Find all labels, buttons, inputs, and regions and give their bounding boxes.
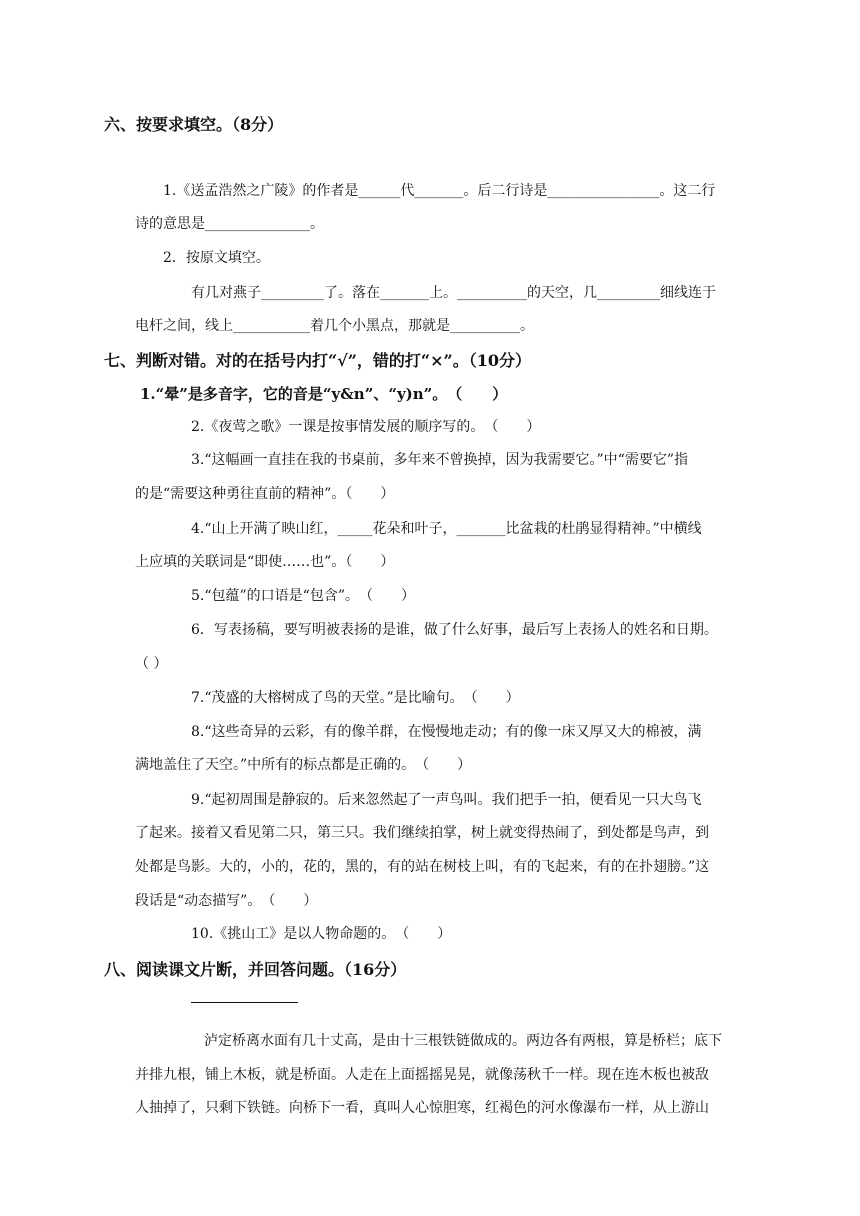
sec7-item-4a: 4.“山上开满了映山红，_____花朵和叶子，_______比盆栽的杜鹃显得精神。”中横线 bbox=[191, 521, 702, 537]
title-blank-line bbox=[191, 1002, 298, 1003]
sec7-item-4b: 上应填的关联词是“即使……也”。（ ） bbox=[135, 554, 395, 570]
sec7-item-6a: 6．写表扬稿，要写明被表扬的是谁，做了什么好事，最后写上表扬人的姓名和日期。 bbox=[191, 622, 718, 638]
sec7-item-8b: 满地盖住了天空。”中所有的标点都是正确的。 （ ） bbox=[135, 757, 472, 773]
sec7-item-2: 2.《夜莺之歌》一课是按事情发展的顺序写的。 （ ） bbox=[191, 419, 541, 435]
sec6-q1-line1: 1.《送孟浩然之广陵》的作者是______代_______。后二行诗是________________。这二行 bbox=[163, 183, 716, 199]
passage-line-3: 人抽掉了，只剩下铁链。向桥下一看，真叫人心惊胆寒，红褐色的河水像瀑布一样，从上游山 bbox=[135, 1100, 709, 1116]
sec7-item-9d: 段话是“动态描写”。 （ ） bbox=[135, 893, 318, 909]
passage-line-1: 泸定桥离水面有几十丈高，是由十三根铁链做成的。两边各有两根，算是桥栏；底下 bbox=[204, 1033, 722, 1049]
sec7-item-9a: 9.“起初周围是静寂的。后来忽然起了一声鸟叫。我们把手一拍，便看见一只大鸟飞 bbox=[191, 792, 702, 808]
sec7-item-9b: 了起来。接着又看见第二只，第三只。我们继续拍掌，树上就变得热闹了，到处都是鸟声，到 bbox=[135, 825, 709, 841]
sec6-q2-line2: 电杆之间，线上___________着几个小黑点，那就是__________。 bbox=[135, 318, 534, 334]
sec7-item-9c: 处都是鸟影。大的，小的，花的，黑的，有的站在树枝上叫，有的飞起来，有的在扑翅膀。”这 bbox=[135, 859, 710, 875]
sec7-item-3b: 的是“需要这种勇往直前的精神”。（ ） bbox=[135, 486, 395, 502]
passage-line-2: 并排九根，铺上木板，就是桥面。人走在上面摇摇晃晃，就像荡秋千一样。现在连木板也被敌 bbox=[135, 1067, 709, 1083]
sec6-q2-line1: 有几对燕子_________了。落在_______上。__________的天空，几_________细线连于 bbox=[191, 285, 716, 301]
section-6-heading: 六、按要求填空。（8分） bbox=[104, 115, 284, 134]
sec7-item-6b: （ ） bbox=[135, 656, 168, 672]
sec6-q2-title: 2．按原文填空。 bbox=[163, 250, 270, 266]
sec7-item-10: 10.《挑山工》是以人物命题的。 （ ） bbox=[191, 926, 452, 942]
section-7-heading: 七、判断对错。对的在括号内打“√”，错的打“×”。（10分） bbox=[104, 351, 532, 370]
sec6-q1-line2: 诗的意思是_______________。 bbox=[135, 216, 324, 232]
sec7-item-8a: 8.“这些奇异的云彩，有的像羊群，在慢慢地走动；有的像一床又厚又大的棉被，满 bbox=[191, 724, 702, 740]
section-8-heading: 八、阅读课文片断，并回答问题。（16分） bbox=[104, 960, 407, 979]
sec7-item-1: 1.“晕”是多音字，它的音是“y&n”、“y)n”。 （ ） bbox=[140, 385, 508, 403]
sec7-item-7: 7.“茂盛的大榕树成了鸟的天堂。”是比喻句。 （ ） bbox=[191, 690, 520, 706]
sec7-item-5: 5.“包蕴”的口语是“包含”。 （ ） bbox=[191, 588, 415, 604]
sec7-item-3a: 3.“这幅画一直挂在我的书桌前，多年来不曾换掉，因为我需要它。”中“需要它”指 bbox=[191, 452, 688, 468]
